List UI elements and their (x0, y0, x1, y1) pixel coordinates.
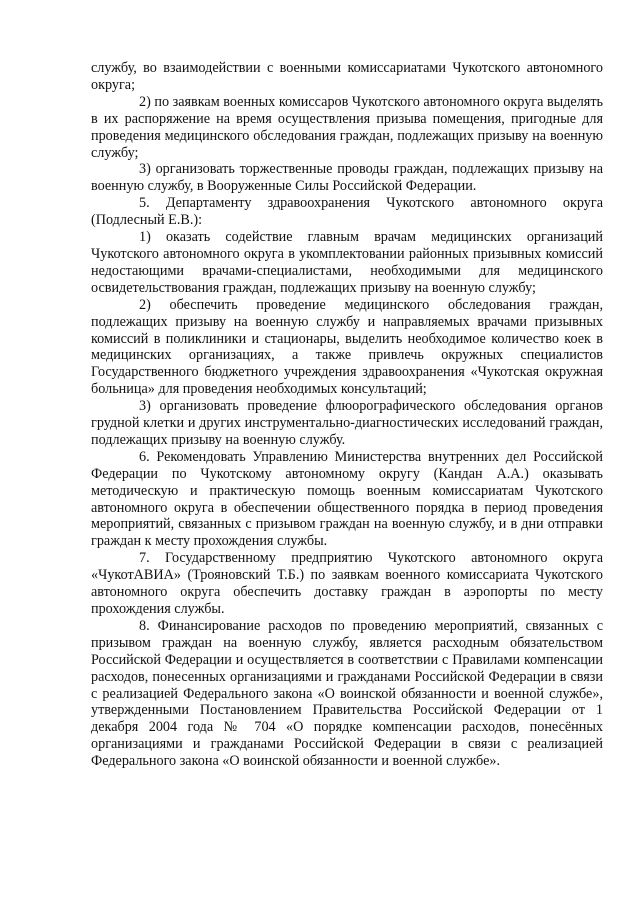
paragraph-section-5-item-3: 3) организовать проведение флюорографического обследования органов грудной клетки и других инструментально-диагностических исследований граждан, подлежащих призыву на военную службу. (91, 398, 603, 448)
paragraph-continuation: службу, во взаимодействии с военными комиссариатами Чукотского автономного округа; (91, 60, 603, 93)
document-page (91, 60, 603, 770)
paragraph-item-2-premises: 2) по заявкам военных комиссаров Чукотского автономного округа выделять в их распоряжение на время осуществления призыва помещения, пригодные для проведения медицинского обследования граждан, подлежащих призыву на военную службу; (91, 93, 603, 161)
paragraph-section-7: 7. Государственному предприятию Чукотского автономного округа «ЧукотАВИА» (Трояновский Т.Б.) по заявкам военного комиссариата Чукотского автономного округа обеспечить доставку граждан в аэропорты по месту прохождения службы. (91, 550, 603, 617)
paragraph-item-3-farewell: 3) организовать торжественные проводы граждан, подлежащих призыву на военную службу, в Вооруженные Силы Российской Федерации. (91, 161, 603, 195)
paragraph-section-5: 5. Департаменту здравоохранения Чукотского автономного округа (Подлесный Е.В.): (91, 195, 603, 229)
paragraph-section-5-item-2: 2) обеспечить проведение медицинского обследования граждан, подлежащих призыву на военную службу и направляемых врачами призывных комиссий в поликлиники и стационары, выделить необходимое количество коек в медицинских организациях, а также привлечь окружных специалистов Государственного бюджетного учреждения здравоохранения «Чукотская окружная больница» для проведения необходимых консультаций; (91, 296, 603, 398)
paragraph-section-8: 8. Финансирование расходов по проведению мероприятий, связанных с призывом граждан на военную службу, является расходным обязательством Российской Федерации и осуществляется в соответствии с Правилами компенсации расходов, понесенных организациями и гражданами Российской Федерации в связи с реализацией Федерального закона «О воинской обязанности и военной службе», утвержденными Постановлением Правительства Российской Федерации от 1 декабря 2004 года № 704 «О порядке компенсации расходов, понесённых организациями и гражданами Российской Федерации в связи с реализацией Федерального закона «О воинской обязанности и военной службе». (91, 617, 603, 770)
paragraph-section-5-item-1: 1) оказать содействие главным врачам медицинских организаций Чукотского автономного округа в укомплектовании районных призывных комиссий недостающими врачами-специалистами, необходимыми для медицинского освидетельствования граждан, подлежащих призыву на военную службу; (91, 229, 603, 296)
paragraph-section-6: 6. Рекомендовать Управлению Министерства внутренних дел Российской Федерации по Чукотскому автономному округу (Кандан А.А.) оказывать методическую и практическую помощь военным комиссариатам Чукотского автономного округа в обеспечении общественного порядка в период проведения мероприятий, связанных с призывом граждан на военную службу, и в дни отправки граждан к месту прохождения службы. (91, 448, 603, 550)
